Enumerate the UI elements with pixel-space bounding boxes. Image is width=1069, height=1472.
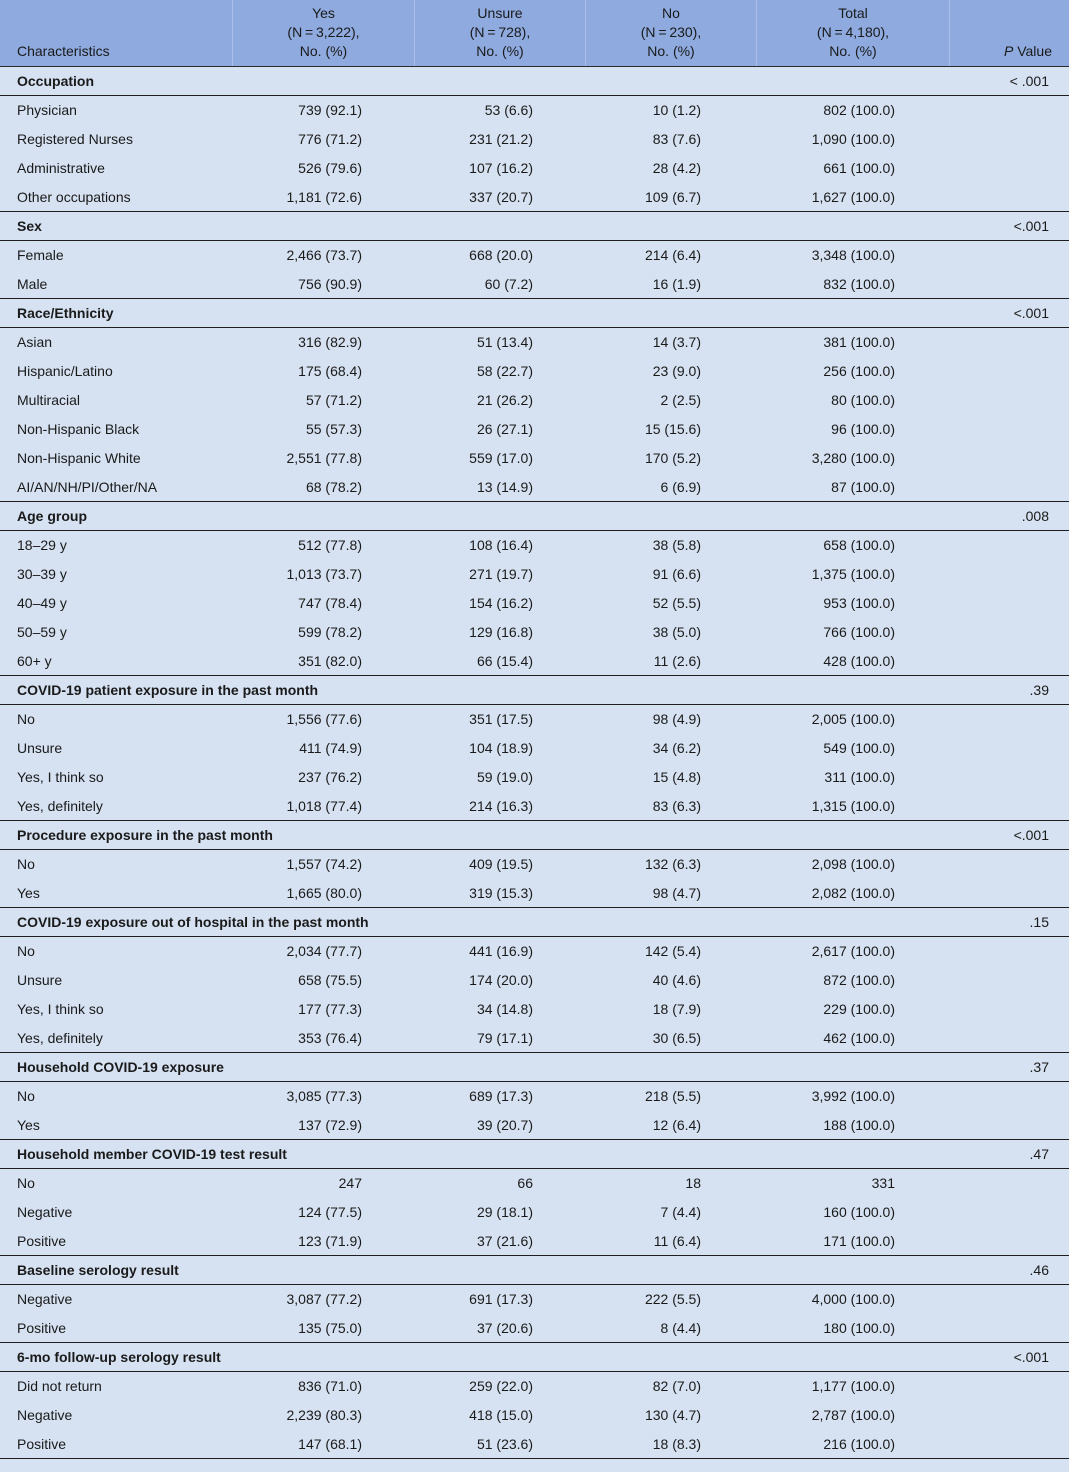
p-value: .47: [1029, 1146, 1049, 1162]
cell-yes: 353 (76.4): [298, 1030, 362, 1046]
header-characteristics-label: Characteristics: [17, 43, 110, 59]
cell-unsure: 53 (6.6): [484, 102, 533, 118]
cell-no: 83 (7.6): [652, 131, 701, 147]
p-value: .46: [1029, 1262, 1049, 1278]
cell-yes: 526 (79.6): [298, 160, 362, 176]
header-characteristics: [0, 0, 233, 66]
row-label: Did not return: [17, 1378, 102, 1394]
row-label: 50–59 y: [17, 624, 67, 640]
cell-no: 109 (6.7): [644, 189, 701, 205]
cell-no: 18 (8.3): [652, 1436, 701, 1452]
section-title: COVID-19 patient exposure in the past month: [17, 682, 319, 698]
row-label: Administrative: [17, 160, 105, 176]
cell-unsure: 214 (16.3): [469, 798, 533, 814]
cell-unsure: 59 (19.0): [476, 769, 533, 785]
table-row: [0, 357, 1069, 386]
p-value: < .001: [1009, 73, 1049, 89]
table-row: [0, 473, 1069, 502]
row-label: Positive: [17, 1436, 67, 1452]
cell-no: 214 (6.4): [644, 247, 701, 263]
cell-yes: 739 (92.1): [298, 102, 362, 118]
table-row: [0, 1198, 1069, 1227]
cell-yes: 3,087 (77.2): [286, 1291, 362, 1307]
section-title: 6-mo follow-up serology result: [17, 1349, 221, 1365]
cell-total: 188 (100.0): [823, 1117, 895, 1133]
cell-total: 802 (100.0): [823, 102, 895, 118]
header-yes-line3: No. (%): [299, 43, 348, 59]
row-label: 30–39 y: [17, 566, 67, 582]
section-row: [0, 212, 1069, 241]
header-yes-line1: Yes: [312, 5, 335, 21]
cell-yes: 2,034 (77.7): [286, 943, 362, 959]
cell-yes: 776 (71.2): [298, 131, 362, 147]
cell-yes: 351 (82.0): [298, 653, 362, 669]
p-value: <.001: [1013, 218, 1049, 234]
cell-no: 40 (4.6): [652, 972, 701, 988]
cell-unsure: 66: [517, 1175, 533, 1191]
table-row: [0, 444, 1069, 473]
section-row: [0, 1053, 1069, 1082]
row-label: Physician: [17, 102, 77, 118]
cell-no: 18 (7.9): [652, 1001, 701, 1017]
cell-total: 2,787 (100.0): [811, 1407, 895, 1423]
row-label: Unsure: [17, 740, 63, 756]
cell-total: 953 (100.0): [823, 595, 895, 611]
cell-unsure: 319 (15.3): [469, 885, 533, 901]
row-label: Negative: [17, 1204, 73, 1220]
table-row: [0, 1024, 1069, 1053]
cell-yes: 57 (71.2): [305, 392, 362, 408]
cell-no: 91 (6.6): [652, 566, 701, 582]
section-title: Age group: [17, 508, 87, 524]
row-label: Yes, I think so: [17, 769, 104, 785]
table-row: [0, 1314, 1069, 1343]
header-no-line3: No. (%): [647, 43, 695, 59]
cell-yes: 658 (75.5): [298, 972, 362, 988]
cell-unsure: 13 (14.9): [476, 479, 533, 495]
table-row: [0, 937, 1069, 966]
cell-no: 98 (4.7): [652, 885, 701, 901]
section-row: [0, 1343, 1069, 1372]
cell-no: 222 (5.5): [644, 1291, 701, 1307]
cell-no: 8 (4.4): [660, 1320, 701, 1336]
cell-yes: 137 (72.9): [298, 1117, 362, 1133]
cell-yes: 1,181 (72.6): [286, 189, 362, 205]
cell-no: 16 (1.9): [652, 276, 701, 292]
cell-total: 171 (100.0): [823, 1233, 895, 1249]
cell-unsure: 108 (16.4): [469, 537, 533, 553]
table-row: [0, 792, 1069, 821]
cell-yes: 411 (74.9): [299, 740, 362, 756]
cell-total: 180 (100.0): [823, 1320, 895, 1336]
p-value: .008: [1021, 508, 1049, 524]
cell-total: 80 (100.0): [831, 392, 895, 408]
cell-unsure: 107 (16.2): [469, 160, 533, 176]
cell-unsure: 409 (19.5): [469, 856, 533, 872]
cell-unsure: 441 (16.9): [469, 943, 533, 959]
p-value: <.001: [1013, 1349, 1049, 1365]
header-p-italic: P: [1003, 43, 1014, 59]
table-row: [0, 618, 1069, 647]
table-body: [0, 67, 1069, 1459]
cell-total: 462 (100.0): [823, 1030, 895, 1046]
cell-no: 11 (6.4): [653, 1233, 701, 1249]
section-title: Baseline serology result: [17, 1262, 179, 1278]
cell-total: 160 (100.0): [823, 1204, 895, 1220]
table-row: [0, 763, 1069, 792]
cell-yes: 124 (77.5): [298, 1204, 362, 1220]
row-label: 18–29 y: [17, 537, 67, 553]
cell-no: 14 (3.7): [652, 334, 701, 350]
cell-no: 15 (15.6): [644, 421, 701, 437]
cell-total: 96 (100.0): [831, 421, 895, 437]
cell-no: 170 (5.2): [644, 450, 701, 466]
table-row: [0, 183, 1069, 212]
cell-yes: 1,557 (74.2): [286, 856, 362, 872]
header-total-line3: No. (%): [829, 43, 877, 59]
header-no-line1: No: [662, 5, 680, 21]
table-row: [0, 734, 1069, 763]
table-row: [0, 1285, 1069, 1314]
cell-total: 661 (100.0): [823, 160, 895, 176]
cell-unsure: 58 (22.7): [476, 363, 533, 379]
cell-no: 142 (5.4): [644, 943, 701, 959]
cell-no: 7 (4.4): [660, 1204, 701, 1220]
header-yes-line2: (N = 3,222),: [287, 24, 360, 40]
p-value: <.001: [1013, 305, 1049, 321]
cell-unsure: 37 (20.6): [476, 1320, 533, 1336]
p-value: .39: [1029, 682, 1049, 698]
cell-yes: 1,013 (73.7): [286, 566, 362, 582]
table-row: [0, 705, 1069, 734]
cell-yes: 836 (71.0): [298, 1378, 362, 1394]
cell-yes: 756 (90.9): [298, 276, 362, 292]
cell-unsure: 259 (22.0): [469, 1378, 533, 1394]
section-row: [0, 299, 1069, 328]
table-row: [0, 1372, 1069, 1401]
cell-unsure: 26 (27.1): [476, 421, 533, 437]
table-row: [0, 1430, 1069, 1459]
section-title: Household COVID-19 exposure: [17, 1059, 224, 1075]
section-title: Race/Ethnicity: [17, 305, 114, 321]
cell-total: 87 (100.0): [831, 479, 895, 495]
cell-unsure: 174 (20.0): [469, 972, 533, 988]
section-title: Sex: [17, 218, 42, 234]
cell-unsure: 351 (17.5): [469, 711, 533, 727]
cell-total: 4,000 (100.0): [811, 1291, 895, 1307]
cell-no: 12 (6.4): [652, 1117, 701, 1133]
cell-yes: 1,018 (77.4): [286, 798, 362, 814]
cell-yes: 177 (77.3): [298, 1001, 362, 1017]
p-value: .15: [1029, 914, 1049, 930]
cell-total: 3,280 (100.0): [811, 450, 895, 466]
table-header: [0, 0, 1069, 67]
table-row: [0, 850, 1069, 879]
cell-yes: 68 (78.2): [305, 479, 362, 495]
cell-yes: 512 (77.8): [298, 537, 362, 553]
section-row: [0, 1140, 1069, 1169]
row-label: 60+ y: [17, 653, 52, 669]
section-title: COVID-19 exposure out of hospital in the past month: [17, 914, 369, 930]
cell-no: 28 (4.2): [652, 160, 701, 176]
cell-no: 2 (2.5): [660, 392, 701, 408]
header-p-value: [950, 0, 1069, 66]
row-label: Positive: [17, 1233, 67, 1249]
row-label: No: [17, 856, 35, 872]
cell-unsure: 271 (19.7): [469, 566, 533, 582]
table-row: [0, 560, 1069, 589]
cell-no: 83 (6.3): [652, 798, 701, 814]
row-label: No: [17, 711, 35, 727]
cell-total: 766 (100.0): [823, 624, 895, 640]
table-row: [0, 879, 1069, 908]
table-row: [0, 1082, 1069, 1111]
cell-unsure: 51 (23.6): [476, 1436, 533, 1452]
cell-total: 3,348 (100.0): [811, 247, 895, 263]
table-row: [0, 647, 1069, 676]
cell-no: 52 (5.5): [652, 595, 701, 611]
header-no-line2: (N = 230),: [640, 24, 702, 40]
p-value: <.001: [1013, 827, 1049, 843]
cell-yes: 237 (76.2): [298, 769, 362, 785]
cell-no: 98 (4.9): [652, 711, 701, 727]
section-row: [0, 821, 1069, 850]
cell-total: 1,375 (100.0): [811, 566, 895, 582]
cell-unsure: 418 (15.0): [469, 1407, 533, 1423]
table-row: [0, 241, 1069, 270]
cell-unsure: 129 (16.8): [469, 624, 533, 640]
table-row: [0, 328, 1069, 357]
cell-yes: 316 (82.9): [298, 334, 362, 350]
row-label: Non-Hispanic Black: [17, 421, 140, 437]
row-label: Female: [17, 247, 64, 263]
cell-unsure: 29 (18.1): [476, 1204, 533, 1220]
section-row: [0, 676, 1069, 705]
cell-total: 428 (100.0): [823, 653, 895, 669]
table-row: [0, 125, 1069, 154]
cell-unsure: 689 (17.3): [469, 1088, 533, 1104]
cell-no: 10 (1.2): [652, 102, 701, 118]
table-row: [0, 386, 1069, 415]
table-row: [0, 531, 1069, 560]
cell-no: 130 (4.7): [644, 1407, 701, 1423]
cell-no: 15 (4.8): [652, 769, 701, 785]
cell-total: 2,005 (100.0): [811, 711, 895, 727]
cell-no: 23 (9.0): [652, 363, 701, 379]
cell-yes: 247: [338, 1175, 362, 1191]
cell-unsure: 79 (17.1): [476, 1030, 533, 1046]
row-label: Yes: [17, 1117, 40, 1133]
header-p-value-label: [1004, 42, 1052, 61]
cell-no: 218 (5.5): [644, 1088, 701, 1104]
section-title: Occupation: [17, 73, 95, 89]
cell-unsure: 668 (20.0): [469, 247, 533, 263]
cell-unsure: 337 (20.7): [469, 189, 533, 205]
row-label: No: [17, 1175, 35, 1191]
row-label: Negative: [17, 1407, 73, 1423]
table-row: [0, 96, 1069, 125]
header-total-line2: (N = 4,180),: [816, 24, 890, 40]
cell-no: 34 (6.2): [652, 740, 701, 756]
cell-yes: 123 (71.9): [298, 1233, 362, 1249]
cell-unsure: 154 (16.2): [469, 595, 533, 611]
section-title: Household member COVID-19 test result: [17, 1146, 287, 1162]
section-row: [0, 908, 1069, 937]
cell-no: 38 (5.8): [652, 537, 701, 553]
p-value: .37: [1029, 1059, 1049, 1075]
cell-unsure: 37 (21.6): [476, 1233, 533, 1249]
cell-total: 256 (100.0): [823, 363, 895, 379]
cell-no: 6 (6.9): [660, 479, 701, 495]
cell-total: 331: [871, 1175, 895, 1191]
cell-unsure: 34 (14.8): [476, 1001, 533, 1017]
row-label: Non-Hispanic White: [17, 450, 141, 466]
row-label: No: [17, 1088, 35, 1104]
cell-unsure: 231 (21.2): [469, 131, 533, 147]
cell-total: 872 (100.0): [823, 972, 895, 988]
row-label: Yes, I think so: [17, 1001, 104, 1017]
cell-yes: 2,466 (73.7): [286, 247, 362, 263]
cell-unsure: 559 (17.0): [469, 450, 533, 466]
cell-yes: 2,239 (80.3): [286, 1407, 362, 1423]
cell-yes: 175 (68.4): [298, 363, 362, 379]
cell-total: 832 (100.0): [823, 276, 895, 292]
table-row: [0, 1169, 1069, 1198]
cell-unsure: 691 (17.3): [469, 1291, 533, 1307]
cell-yes: 55 (57.3): [305, 421, 362, 437]
row-label: Hispanic/Latino: [17, 363, 113, 379]
cell-unsure: 104 (18.9): [469, 740, 533, 756]
cell-yes: 599 (78.2): [298, 624, 362, 640]
row-label: 40–49 y: [17, 595, 67, 611]
header-p-rest: Value: [1013, 43, 1052, 59]
table-row: [0, 1401, 1069, 1430]
table-row: [0, 589, 1069, 618]
cell-total: 2,617 (100.0): [811, 943, 895, 959]
cell-no: 38 (5.0): [652, 624, 701, 640]
cell-no: 30 (6.5): [652, 1030, 701, 1046]
header-no: [586, 0, 757, 66]
cell-total: 658 (100.0): [823, 537, 895, 553]
cell-total: 1,090 (100.0): [811, 131, 895, 147]
cell-total: 549 (100.0): [823, 740, 895, 756]
table-row: [0, 415, 1069, 444]
row-label: Other occupations: [17, 189, 131, 205]
cell-yes: 2,551 (77.8): [286, 450, 362, 466]
cell-unsure: 66 (15.4): [476, 653, 533, 669]
cell-total: 1,627 (100.0): [811, 189, 895, 205]
cell-unsure: 60 (7.2): [484, 276, 533, 292]
section-row: [0, 1256, 1069, 1285]
cell-yes: 3,085 (77.3): [286, 1088, 362, 1104]
row-label: Unsure: [17, 972, 63, 988]
section-title: Procedure exposure in the past month: [17, 827, 273, 843]
cell-no: 82 (7.0): [652, 1378, 701, 1394]
cell-unsure: 39 (20.7): [476, 1117, 533, 1133]
row-label: Yes, definitely: [17, 798, 103, 814]
cell-total: 2,098 (100.0): [811, 856, 895, 872]
cell-yes: 747 (78.4): [298, 595, 362, 611]
cell-yes: 1,556 (77.6): [286, 711, 362, 727]
table-row: [0, 1227, 1069, 1256]
row-label: Asian: [17, 334, 53, 350]
header-unsure-line1: Unsure: [477, 5, 523, 21]
row-label: Multiracial: [17, 392, 81, 408]
cell-no: 18: [685, 1175, 701, 1191]
cell-total: 2,082 (100.0): [811, 885, 895, 901]
cell-total: 3,992 (100.0): [811, 1088, 895, 1104]
table-row: [0, 270, 1069, 299]
header-unsure-line3: No. (%): [476, 43, 524, 59]
header-total: [757, 0, 950, 66]
cell-no: 11 (2.6): [653, 653, 701, 669]
table-row: [0, 995, 1069, 1024]
row-label: Registered Nurses: [17, 131, 133, 147]
section-row: [0, 502, 1069, 531]
cell-yes: 135 (75.0): [298, 1320, 362, 1336]
cell-unsure: 21 (26.2): [476, 392, 533, 408]
row-label: Yes, definitely: [17, 1030, 103, 1046]
table-row: [0, 154, 1069, 183]
row-label: No: [17, 943, 35, 959]
cell-unsure: 51 (13.4): [476, 334, 533, 350]
section-row: [0, 67, 1069, 96]
cell-yes: 147 (68.1): [298, 1436, 362, 1452]
row-label: Positive: [17, 1320, 67, 1336]
header-yes: [233, 0, 415, 66]
cell-yes: 1,665 (80.0): [286, 885, 362, 901]
row-label: Negative: [17, 1291, 73, 1307]
cell-total: 229 (100.0): [823, 1001, 895, 1017]
header-total-line1: Total: [838, 5, 868, 21]
cell-total: 216 (100.0): [823, 1436, 895, 1452]
header-unsure-line2: (N = 728),: [469, 24, 531, 40]
table-row: [0, 966, 1069, 995]
cell-total: 1,315 (100.0): [811, 798, 895, 814]
cell-total: 381 (100.0): [823, 334, 895, 350]
row-label: Yes: [17, 885, 40, 901]
cell-total: 311 (100.0): [824, 769, 895, 785]
header-unsure: [415, 0, 586, 66]
row-label: AI/AN/NH/PI/Other/NA: [17, 479, 158, 495]
table-row: [0, 1111, 1069, 1140]
cell-no: 132 (6.3): [644, 856, 701, 872]
cell-total: 1,177 (100.0): [811, 1378, 895, 1394]
row-label: Male: [17, 276, 48, 292]
